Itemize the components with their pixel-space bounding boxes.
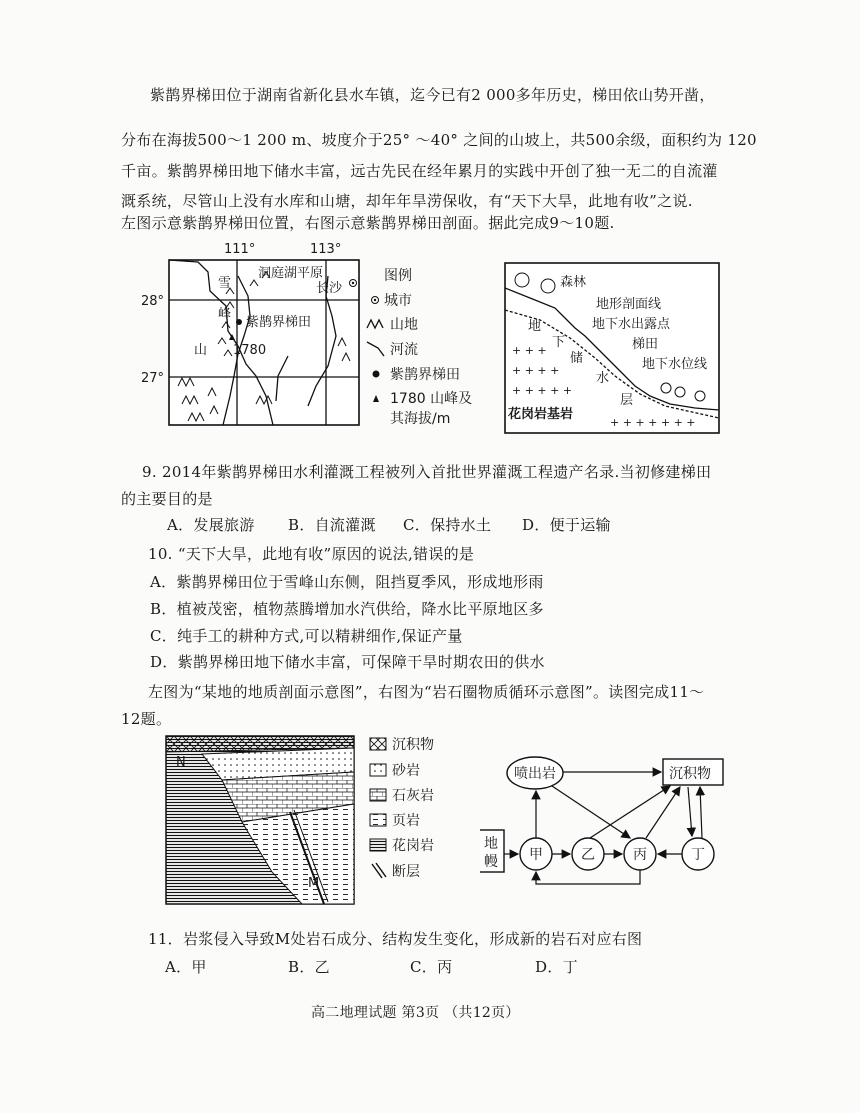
legend-terrace: 紫鹊界梯田 [390, 367, 460, 383]
intro-line-5: 左图示意紫鹊界梯田位置，右图示意紫鹊界梯田剖面。据此完成9～10题. [121, 214, 615, 232]
q10-option-d: D．紫鹊界梯田地下储水丰富，可保障干旱时期农田的供水 [150, 653, 545, 671]
terrace-label-2: 梯田 [632, 337, 659, 352]
mountain-char-1: 雪 [218, 276, 232, 291]
q11-option-c: C．丙 [410, 958, 453, 976]
yi-label: 乙 [581, 847, 595, 863]
intro-line-4: 溉系统，尽管山上没有水库和山塘，却年年旱涝保收，有“天下大旱，此地有收”之说. [121, 192, 693, 210]
legend-title: 图例 [384, 268, 412, 284]
q9-option-b: B．自流灌溉 [288, 516, 376, 534]
bing-label: 丙 [633, 847, 647, 863]
q11-option-d: D．丁 [535, 958, 578, 976]
q9-option-c: C．保持水土 [403, 516, 492, 534]
sediment-label: 沉积物 [669, 766, 711, 782]
terrace-profile-diagram [500, 258, 730, 438]
peak-label: 1780 [233, 343, 267, 358]
legend-mountain: 山地 [390, 317, 418, 333]
river-icon [367, 342, 384, 356]
terrace-dot-icon [373, 371, 380, 378]
terrace-label: 紫鹊界梯田 [246, 315, 312, 330]
peak-icon [373, 395, 379, 402]
q9-stem-1: 9. 2014年紫鹊界梯田水利灌溉工程被列入首批世界灌溉工程遗产名录.当初修建梯田 [142, 463, 712, 481]
svg-text:+ + +: + + + [512, 344, 547, 357]
ding-label: 丁 [691, 847, 705, 863]
intro-line-1: 紫鹊界梯田位于湖南省新化县水车镇，迄今已有2 000多年历史，梯田依山势开凿， [150, 86, 715, 104]
mountain-char-3: 山 [194, 343, 208, 358]
mountain-char-2: 峰 [218, 307, 232, 322]
aquifer-char-4: 水 [596, 371, 610, 386]
forest-label: 森林 [560, 275, 587, 290]
geologic-section-diagram [162, 732, 472, 912]
rock-cycle-diagram [480, 750, 740, 900]
legend-peak-2: 其海拔/m [390, 411, 451, 427]
geo-legend [370, 736, 434, 880]
legend-granite: 花岗岩 [392, 838, 434, 854]
terrace-dot-icon [236, 319, 242, 325]
q10-stem: 10. “天下大旱，此地有收”原因的说法,错误的是 [148, 545, 475, 563]
mantle-label-2: 幔 [484, 854, 498, 870]
location-map [138, 236, 478, 432]
legend-fault: 断层 [392, 864, 420, 880]
lat-28-label: 28° [141, 294, 165, 309]
bedrock-label: 花岗岩基岩 [508, 407, 574, 422]
q9-stem-2: 的主要目的是 [121, 490, 213, 508]
page-footer: 高二地理试题 第3页 （共12页） [311, 1005, 520, 1021]
svg-text:+ + + +: + + + + [512, 364, 560, 377]
lon-113-label: 113° [310, 242, 342, 257]
q10-option-c: C．纯手工的耕种方式,可以精耕细作,保证产量 [150, 627, 463, 645]
city-label: 长沙 [316, 281, 343, 296]
label-m: M [308, 876, 320, 891]
lat-27-label: 27° [141, 371, 165, 386]
intro2-line-1: 左图为“某地的地质剖面示意图”，右图为“岩石圈物质循环示意图”。读图完成11～ [148, 683, 705, 701]
legend-limestone: 石灰岩 [392, 788, 434, 804]
legend-shale: 页岩 [392, 813, 420, 829]
intro-line-2: 分布在海拔500～1 200 m、坡度介于25° ～40° 之间的山坡上，共500余级，面积约为 120 [121, 131, 757, 149]
aquifer-char-5: 层 [620, 393, 634, 408]
mountain-icon [367, 320, 383, 328]
lon-111-label: 111° [224, 242, 256, 257]
legend-sediment: 沉积物 [392, 737, 434, 753]
mantle-label-1: 地 [484, 836, 498, 852]
aquifer-char-3: 储 [570, 351, 584, 366]
legend-sandstone: 砂岩 [392, 763, 420, 779]
svg-text:+ + + + +: + + + + + [512, 384, 573, 397]
q10-option-b: B．植被茂密，植物蒸腾增加水汽供给，降水比平原地区多 [150, 600, 544, 618]
q9-option-a: A．发展旅游 [167, 516, 255, 534]
svg-text:+ + + + + + +: + + + + + + + [610, 416, 696, 429]
label-n: N [176, 755, 186, 770]
q9-option-d: D．便于运输 [522, 516, 611, 534]
q10-option-a: A．紫鹊界梯田位于雪峰山东侧，阻挡夏季风，形成地形雨 [150, 573, 544, 591]
q11-stem: 11．岩浆侵入导致M处岩石成分、结构发生变化，形成新的岩石对应右图 [148, 930, 643, 948]
water-table-label: 地下水位线 [642, 357, 708, 372]
q11-option-a: A．甲 [165, 958, 207, 976]
q11-option-b: B．乙 [288, 958, 330, 976]
lake-plain-label: 洞庭湖平原 [258, 266, 324, 281]
legend-river: 河流 [390, 342, 418, 358]
legend-peak-1: 1780 山峰及 [390, 391, 473, 407]
jia-label: 甲 [529, 847, 543, 863]
erupt-label: 喷出岩 [514, 766, 556, 782]
intro-line-3: 千亩。紫鹊界梯田地下储水丰富，远古先民在经年累月的实践中开创了独一无二的自流灌 [121, 162, 718, 180]
legend-city: 城市 [384, 293, 412, 309]
aquifer-char-1: 地 [528, 319, 542, 334]
spring-label: 地下水出露点 [592, 317, 671, 332]
profile-line-label: 地形剖面线 [596, 297, 662, 312]
aquifer-char-2: 下 [552, 335, 566, 350]
intro2-line-2: 12题。 [121, 710, 172, 728]
fault-icon [372, 863, 386, 878]
